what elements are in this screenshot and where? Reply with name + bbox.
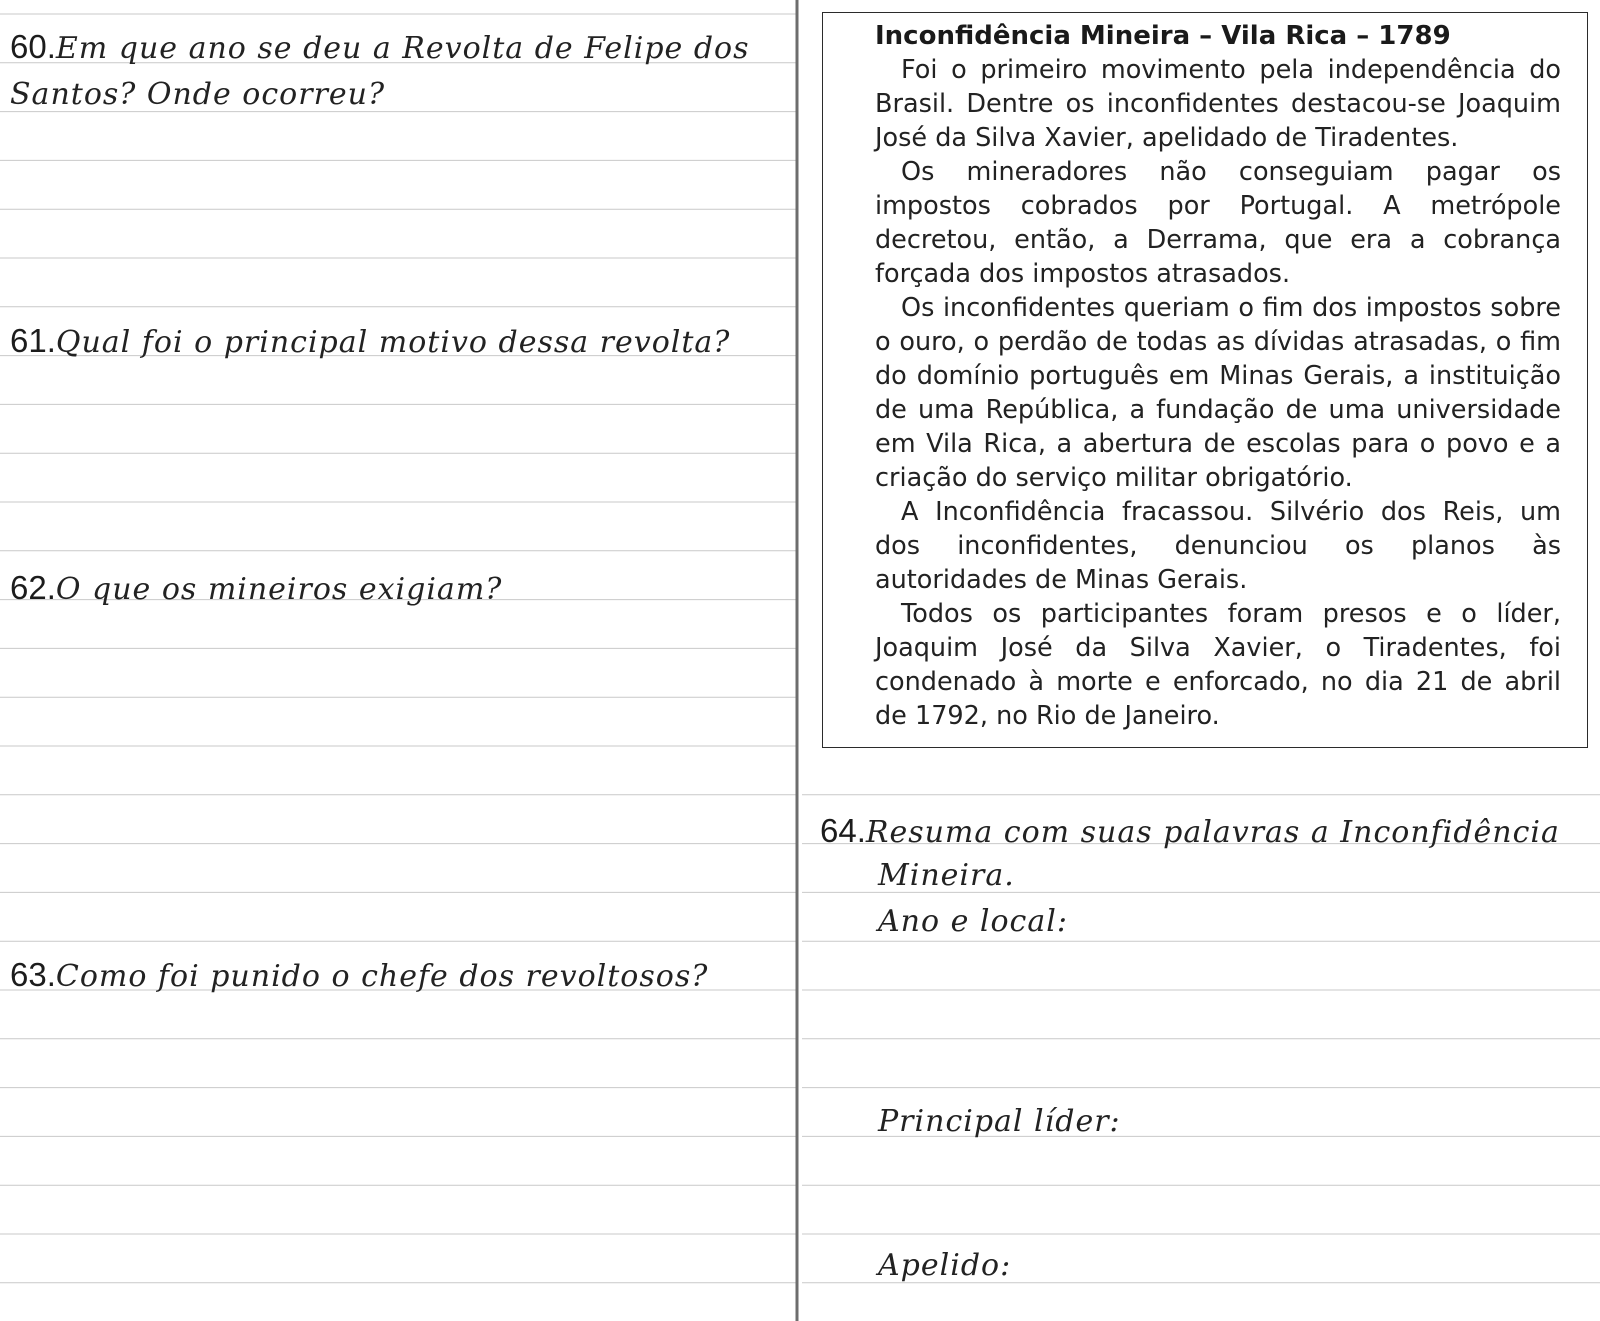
question-61-number: 61. xyxy=(10,322,56,359)
question-63-number: 63. xyxy=(10,956,56,993)
reading-paragraph: Os mineradores não conseguiam pagar os impostos cobrados por Portugal. A metrópole decretou, então, a Derrama, que era a cobrança forçada dos impostos atrasados. xyxy=(875,157,1561,289)
question-60 xyxy=(10,24,790,118)
question-61 xyxy=(10,318,790,366)
question-63 xyxy=(10,952,790,1000)
question-63-text: Como foi punido o chefe dos revoltosos? xyxy=(55,959,709,994)
reading-title: Inconfidência Mineira – Vila Rica – 1789 xyxy=(875,21,1451,51)
reading-text-box xyxy=(822,12,1588,748)
question-60-text: Em que ano se deu a Revolta de Felipe dos Santos? Onde ocorreu? xyxy=(10,31,750,112)
question-64-text-continued: Mineira. xyxy=(878,858,1015,893)
reading-paragraph: Todos os participantes foram presos e o líder, Joaquim José da Silva Xavier, o Tiradentes, foi condenado à morte e enforcado, no dia 21 de abril de 1792, no Rio de Janeiro. xyxy=(875,599,1561,731)
reading-paragraph: Foi o primeiro movimento pela independência do Brasil. Dentre os inconfidentes destacou-se Joaquim José da Silva Xavier, apelidado de Tiradentes. xyxy=(875,55,1561,153)
question-64-number: 64. xyxy=(820,812,866,849)
question-62-text: O que os mineiros exigiam? xyxy=(55,572,503,607)
question-64-text: Resuma com suas palavras a Inconfidência xyxy=(865,815,1560,850)
reading-paragraph: Os inconfidentes queriam o fim dos impostos sobre o ouro, o perdão de todas as dívidas atrasadas, o fim do domínio português em Minas Gerais, a instituição de uma República, a fundação de uma universidade em Vila Rica, a abertura de escolas para o povo e a criação do serviço militar obrigatório. xyxy=(875,293,1561,493)
field-principal-lider: Principal líder: xyxy=(878,1104,1121,1139)
question-62-number: 62. xyxy=(10,569,56,606)
question-61-text: Qual foi o principal motivo dessa revolta? xyxy=(55,325,731,360)
question-60-number: 60. xyxy=(10,28,56,65)
question-64 xyxy=(820,808,1595,856)
reading-paragraph: A Inconfidência fracassou. Silvério dos Reis, um dos inconfidentes, denunciou os planos às autoridades de Minas Gerais. xyxy=(875,497,1561,595)
question-64-line xyxy=(820,808,1595,856)
question-62 xyxy=(10,565,790,613)
field-ano-e-local: Ano e local: xyxy=(878,904,1068,939)
field-apelido: Apelido: xyxy=(878,1248,1012,1283)
